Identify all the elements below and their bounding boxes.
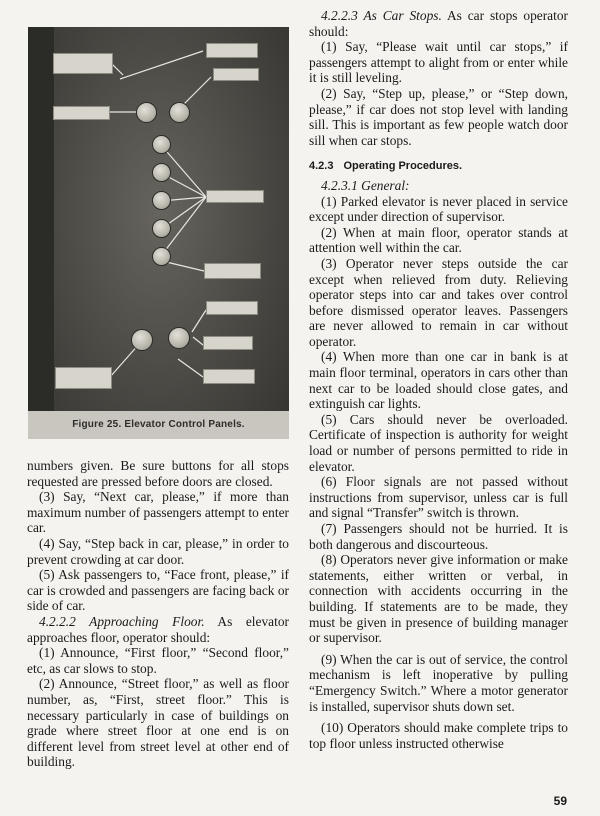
page-number: 59 bbox=[553, 794, 567, 808]
paragraph: (5) Ask passengers to, “Face front, please,” if car is crowded and passengers are facing back or side of car. bbox=[27, 567, 289, 614]
section-heading bbox=[309, 159, 568, 175]
panel-button bbox=[152, 219, 171, 238]
right-text-column bbox=[309, 8, 568, 751]
subsection-heading: 4.2.3.1 General: bbox=[321, 177, 410, 193]
section-title: Operating Procedures. bbox=[343, 160, 463, 173]
callout-label bbox=[203, 369, 255, 384]
elevator-control-panel-photo bbox=[28, 27, 289, 439]
paragraph: (7) Passengers should not be hurried. It is both dangerous and discourteous. bbox=[309, 521, 568, 552]
callout-label bbox=[206, 43, 258, 58]
left-text-column bbox=[27, 458, 289, 770]
panel-button bbox=[168, 327, 190, 349]
paragraph: 4.2.2.2 Approaching Floor. As elevator approaches floor, operator should: bbox=[27, 613, 289, 645]
panel-button bbox=[152, 247, 171, 266]
paragraph: (3) Operator never steps outside the car except when relieved from duty. Relieving operator steps into car and takes over control before dismissed operator leaves. Passengers are never allowed to remain in car without operator. bbox=[309, 255, 568, 349]
subsection-heading: 4.2.2.3 As Car Stops. bbox=[321, 8, 442, 23]
callout-label bbox=[206, 301, 258, 315]
section-number: 4.2.3 bbox=[309, 160, 334, 173]
callout-label bbox=[213, 68, 259, 81]
paragraph: (9) When the car is out of service, the control mechanism is left inoperative by pulling “Emergency Switch.” Where a motor generator is installed, supervisor shuts down set. bbox=[309, 651, 568, 714]
panel-button bbox=[152, 135, 171, 154]
panel-button bbox=[131, 329, 153, 351]
callout-label bbox=[206, 190, 264, 203]
panel-button bbox=[152, 163, 171, 182]
subsection-heading: 4.2.2.2 Approaching Floor. bbox=[39, 613, 205, 629]
callout-label bbox=[204, 263, 261, 279]
figure-caption: Figure 25. Elevator Control Panels. bbox=[72, 419, 245, 430]
callout-label bbox=[53, 106, 110, 120]
paragraph: (4) When more than one car in bank is at main floor terminal, operators in cars other than next car to be loaded should close gates, and extinguish car lights. bbox=[309, 349, 568, 412]
paragraph: (8) Operators never give information or make statements, either written or verbal, in connection with accidents occurring in the building. If statements are to be made, they must be given in presence of building manager or supervisor. bbox=[309, 552, 568, 646]
paragraph: (6) Floor signals are not passed without instructions from supervisor, unless car is full and signal “Transfer” switch is thrown. bbox=[309, 474, 568, 521]
paragraph: (1) Say, “Please wait until car stops,” if passengers attempt to alight from or enter while it is still leveling. bbox=[309, 39, 568, 86]
callout-label bbox=[203, 336, 253, 350]
callout-label bbox=[53, 53, 113, 74]
paragraph: 4.2.2.3 As Car Stops. As car stops operator should: bbox=[309, 8, 568, 39]
panel-button bbox=[169, 102, 190, 123]
paragraph: (2) Say, “Step up, please,” or “Step down, please,” if car does not stop level with landing sill. This is important as few people watch door sill when car stops. bbox=[309, 85, 568, 148]
paragraph: (2) When at main floor, operator stands at attention well within the car. bbox=[309, 224, 568, 256]
panel-button bbox=[152, 191, 171, 210]
paragraph: (1) Announce, “First floor,” “Second floor,” etc, as car slows to stop. bbox=[27, 645, 289, 676]
paragraph: (10) Operators should make complete trips to top floor unless instructed otherwise bbox=[309, 720, 568, 751]
callout-label bbox=[55, 367, 112, 389]
paragraph: numbers given. Be sure buttons for all stops requested are pressed before doors are closed. bbox=[27, 458, 289, 489]
paragraph: (4) Say, “Step back in car, please,” in order to prevent crowding at car door. bbox=[27, 535, 289, 567]
paragraph: (2) Announce, “Street floor,” as well as floor number, as, “First, street floor.” This is necessary particularly in case of buildings on grade where street floor at one end is on different level from street level at other end of building. bbox=[27, 676, 289, 770]
paragraph: (3) Say, “Next car, please,” if more than maximum number of passengers attempt to enter car. bbox=[27, 489, 289, 536]
panel-button bbox=[136, 102, 157, 123]
paragraph: (5) Cars should never be overloaded. Certificate of inspection is authority for weight load or number of persons permitted to ride in elevator. bbox=[309, 411, 568, 474]
paragraph: (1) Parked elevator is never placed in service except under direction of supervisor. bbox=[309, 193, 568, 225]
